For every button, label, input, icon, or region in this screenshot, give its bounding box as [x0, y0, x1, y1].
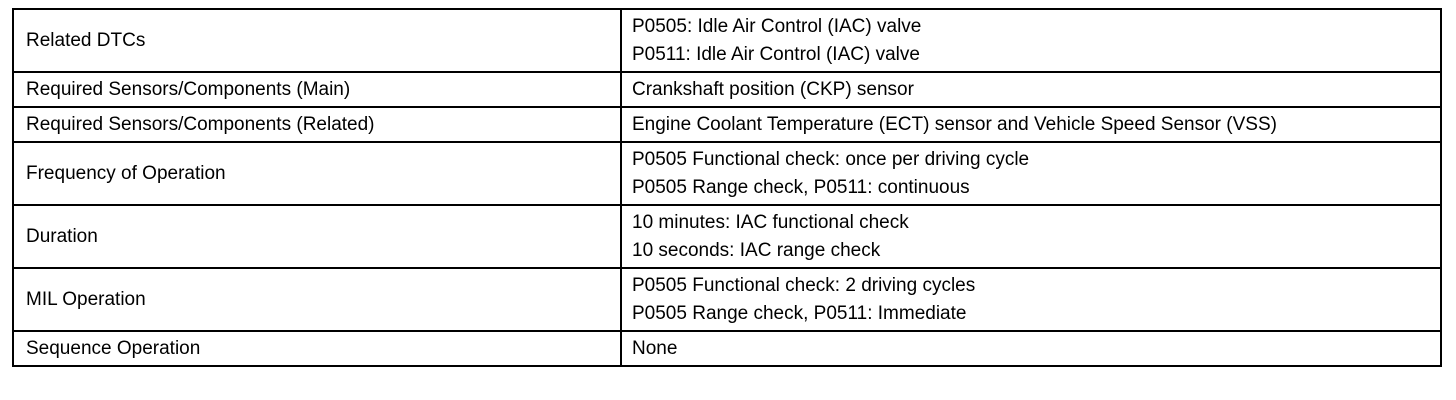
value-line: P0505 Range check, P0511: Immediate: [632, 302, 967, 324]
value-line: Crankshaft position (CKP) sensor: [632, 78, 914, 100]
row-value: [621, 142, 1441, 205]
row-value: [621, 205, 1441, 268]
table-row-required-related: [13, 107, 1441, 142]
row-label: Related DTCs: [13, 9, 621, 72]
table-row-required-main: [13, 72, 1441, 107]
row-label: Required Sensors/Components (Related): [13, 107, 621, 142]
row-label: Sequence Operation: [13, 331, 621, 366]
value-line: Engine Coolant Temperature (ECT) sensor and Vehicle Speed Sensor (VSS): [632, 113, 1277, 135]
row-value: [621, 107, 1441, 142]
row-value: [621, 268, 1441, 331]
table-row-sequence-operation: [13, 331, 1441, 366]
row-label: Frequency of Operation: [13, 142, 621, 205]
row-label: Required Sensors/Components (Main): [13, 72, 621, 107]
value-line: P0505 Range check, P0511: continuous: [632, 176, 970, 198]
table-row-frequency: [13, 142, 1441, 205]
row-label: MIL Operation: [13, 268, 621, 331]
value-line: 10 seconds: IAC range check: [632, 239, 881, 261]
value-line: P0505: Idle Air Control (IAC) valve: [632, 15, 922, 37]
table-row-related-dtcs: [13, 9, 1441, 72]
row-label: Duration: [13, 205, 621, 268]
diagnostic-spec-table: [12, 8, 1442, 367]
table-row-mil-operation: [13, 268, 1441, 331]
table-row-duration: [13, 205, 1441, 268]
value-line: P0505 Functional check: once per driving cycle: [632, 148, 1030, 170]
row-value: [621, 9, 1441, 72]
value-line: P0511: Idle Air Control (IAC) valve: [632, 43, 920, 65]
spec-table-body: [13, 9, 1441, 366]
value-line: None: [632, 337, 678, 359]
value-line: P0505 Functional check: 2 driving cycles: [632, 274, 976, 296]
row-value: [621, 331, 1441, 366]
row-value: [621, 72, 1441, 107]
value-line: 10 minutes: IAC functional check: [632, 211, 909, 233]
